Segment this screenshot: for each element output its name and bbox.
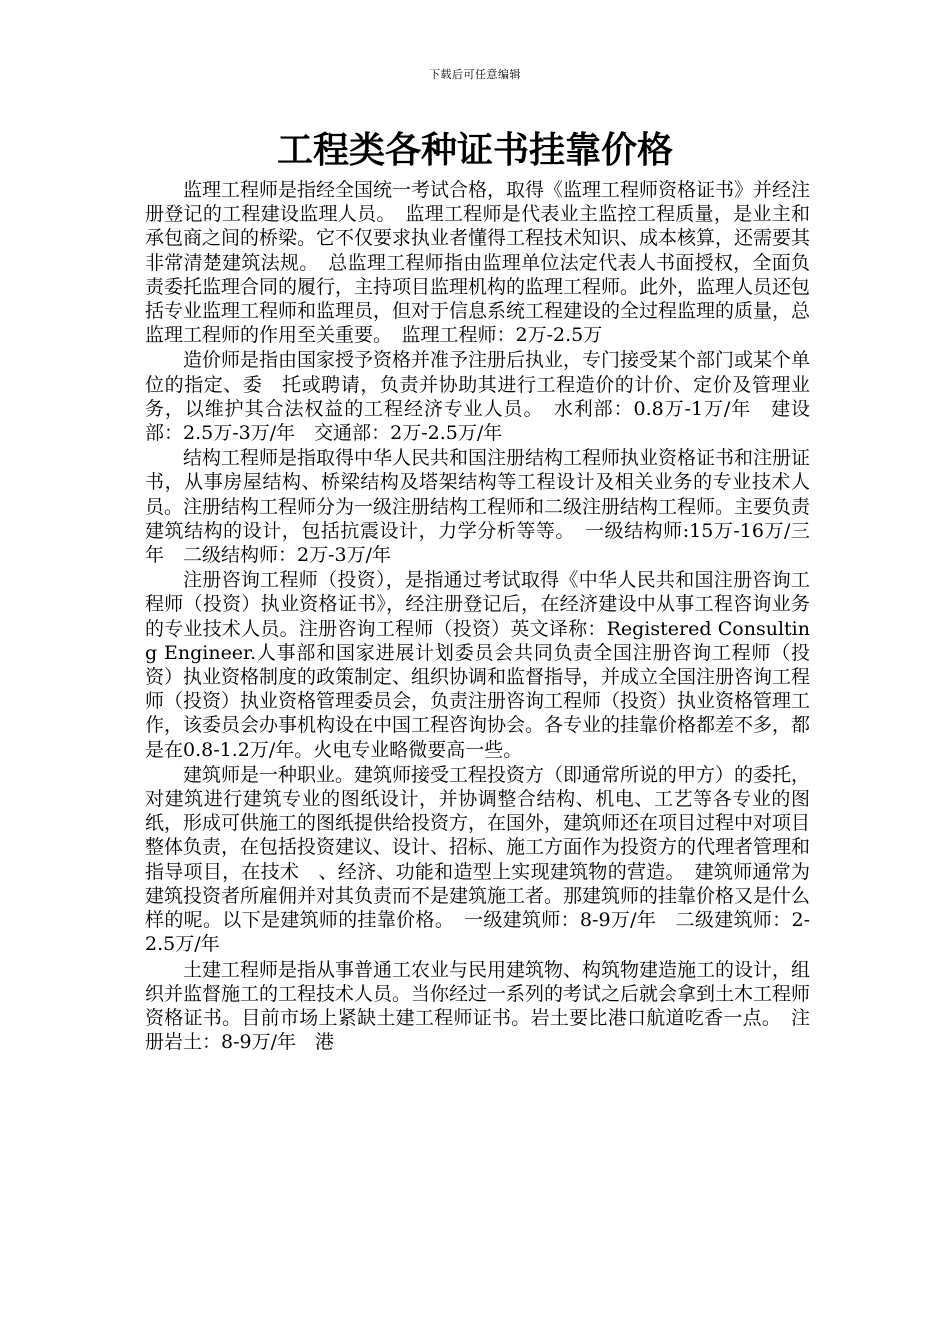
paragraph-consulting-engineer: 注册咨询工程师（投资），是指通过考试取得《中华人民共和国注册咨询工程师（投资）执业资格证书》，经注册登记后，在经济建设中从事工程咨询业务的专业技术人员。注册咨询工程师（投资）英文译称：Registered Consulting Engineer.人事部和国家进展计划委员会共同负责全国注册咨询工程师（投资）执业资格制度的政策制定、组织协调和监督指导，并成立全国注册咨询工程师（投资）执业资格管理委员会，负责注册咨询工程师（投资）执业资格管理工作，该委员会办事机构设在中国工程咨询协会。各专业的挂靠价格都差不多，都是在0.8-1.2万/年。火电专业略微要高一些。 xyxy=(145,569,811,761)
document-title: 工程类各种证书挂靠价格 xyxy=(276,129,673,171)
paragraph-structural-engineer: 结构工程师是指取得中华人民共和国注册结构工程师执业资格证书和注册证书，从事房屋结构、桥梁结构及塔架结构等工程设计及相关业务的专业技术人员。注册结构工程师分为一级注册结构工程师和二级注册结构工程师。主要负责建筑结构的设计，包括抗震设计，力学分析等等。 一级结构师:15万-16万/三年 二级结构师：2万-3万/年 xyxy=(145,447,811,567)
paragraph-architect: 建筑师是一种职业。建筑师接受工程投资方（即通常所说的甲方）的委托，对建筑进行建筑专业的图纸设计，并协调整合结构、机电、工艺等各专业的图纸，形成可供施工的图纸提供给投资方，在国外，建筑师还在项目过程中对项目整体负责，在包括投资建议、设计、招标、施工方面作为投资方的代理者管理和指导项目，在技术 、经济、功能和造型上实现建筑物的营造。 建筑师通常为建筑投资者所雇佣并对其负责而不是建筑施工者。那建筑师的挂靠价格又是什么样的呢。以下是建筑师的挂靠价格。 一级建筑师：8-9万/年 二级建筑师：2-2.5万/年 xyxy=(145,763,811,956)
document-body xyxy=(145,178,810,1054)
paragraph-civil-engineer: 土建工程师是指从事普通工农业与民用建筑物、构筑物建造施工的设计，组织并监督施工的工程技术人员。当你经过一系列的考试之后就会拿到土木工程师资格证书。目前市场上紧缺土建工程师证书。岩土要比港口航道吃香一点。 注册岩土：8-9万/年 港 xyxy=(145,958,811,1054)
paragraph-cost-engineer: 造价师是指由国家授予资格并准予注册后执业，专门接受某个部门或某个单位的指定、委 托或聘请，负责并协助其进行工程造价的计价、定价及管理业务，以维护其合法权益的工程经济专业人员。 水利部：0.8万-1万/年 建设部：2.5万-3万/年 交通部：2万-2.5万/年 xyxy=(145,349,811,445)
paragraph-supervision-engineer: 监理工程师是指经全国统一考试合格，取得《监理工程师资格证书》并经注册登记的工程建设监理人员。 监理工程师是代表业主监控工程质量，是业主和承包商之间的桥梁。它不仅要求执业者懂得工程技术知识、成本核算，还需要其非常清楚建筑法规。 总监理工程师指由监理单位法定代表人书面授权，全面负责委托监理合同的履行，主持项目监理机构的监理工程师。此外，监理人员还包括专业监理工程师和监理员，但对于信息系统工程建设的全过程监理的质量，总监理工程师的作用至关重要。 监理工程师：2万-2.5万 xyxy=(145,179,811,347)
header-note: 下载后可任意编辑 xyxy=(429,68,521,81)
